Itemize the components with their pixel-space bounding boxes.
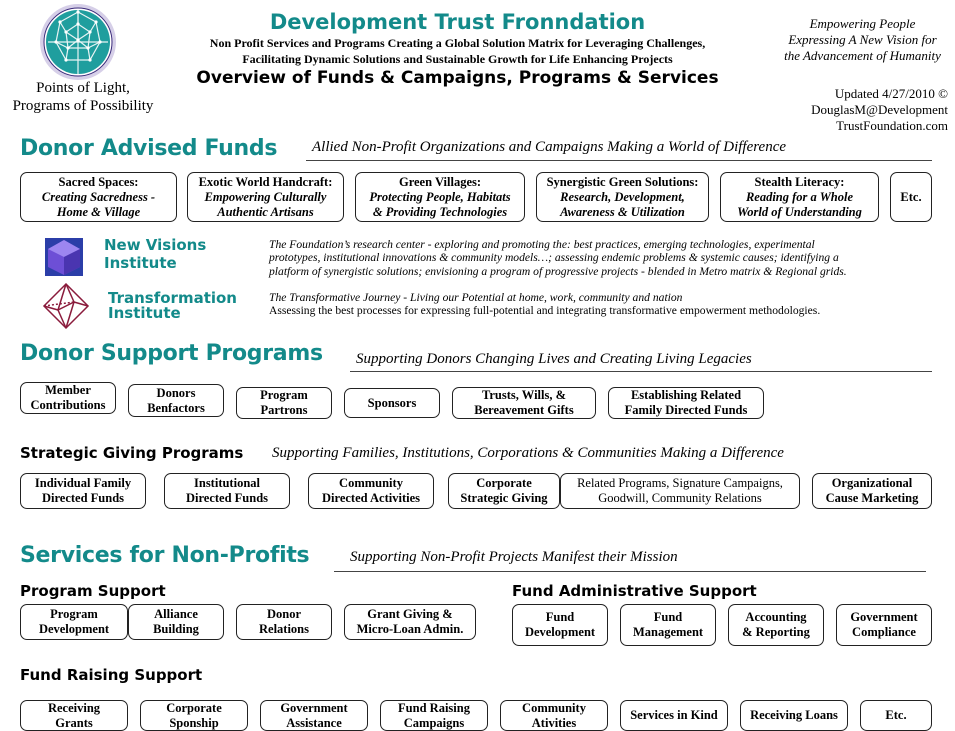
box-label: Fund <box>545 610 575 624</box>
fund-desc: & Providing Technologies <box>372 204 508 219</box>
donor-support-tagline: Supporting Donors Changing Lives and Creating Living Legacies <box>356 351 752 367</box>
strategic-box-community[interactable] <box>308 473 434 509</box>
strategic-box-institutional[interactable] <box>164 473 290 509</box>
box-label: Cause Marketing <box>825 491 919 505</box>
strategic-box-cause-marketing[interactable] <box>812 473 932 509</box>
desc-line: prototypes, institutional innovations & community models…; assessing endemic problems & systemic causes; identifying a <box>269 251 839 265</box>
box-label: Individual Family <box>34 476 132 490</box>
header-subtitle <box>170 35 745 67</box>
fund-desc: Protecting People, Habitats <box>369 189 511 204</box>
box-label: Assistance <box>286 715 342 730</box>
box-label: Establishing Related <box>630 388 742 402</box>
raising-box-in-kind[interactable] <box>620 700 728 731</box>
update-info <box>770 86 948 134</box>
motto-line: the Advancement of Humanity <box>784 48 941 63</box>
box-label: & Reporting <box>742 625 810 639</box>
fund-desc: Home & Village <box>56 204 141 219</box>
motto-line: Expressing A New Vision for <box>788 32 937 47</box>
box-label: Family Directed Funds <box>624 403 748 417</box>
institute-name-line: Transformation <box>108 289 237 307</box>
service-box-grant-giving[interactable] <box>344 604 476 640</box>
box-label: Program <box>260 388 308 402</box>
box-label: Institutional <box>194 476 260 490</box>
institute-name <box>108 291 237 321</box>
institute-name <box>104 236 206 272</box>
overview-heading: Overview of Funds & Campaigns, Programs & Services <box>196 68 719 88</box>
subtitle-line: Facilitating Dynamic Solutions and Sustainable Growth for Life Enhancing Projects <box>242 52 673 66</box>
raising-box-grants[interactable] <box>20 700 128 731</box>
fund-name: Green Villages: <box>398 174 482 189</box>
fund-box-green-villages[interactable] <box>355 172 525 222</box>
box-label: Corporate <box>166 700 222 715</box>
service-box-donor-relations[interactable] <box>236 604 332 640</box>
box-label: Organizational <box>831 476 913 490</box>
box-label: Goodwill, Community Relations <box>598 491 762 505</box>
donor-box-sponsors[interactable] <box>344 388 440 418</box>
institute-name-line: Institute <box>108 304 181 322</box>
box-label: Fund Raising <box>398 700 470 715</box>
box-label: Community <box>339 476 403 490</box>
box-label: Partrons <box>260 403 308 417</box>
desc-line: Assessing the best processes for expressing full-potential and integrating transformative empowerment methodologies. <box>269 304 821 318</box>
raising-box-corporate[interactable] <box>140 700 248 731</box>
fund-box-handcraft[interactable] <box>187 172 344 222</box>
program-support-title: Program Support <box>20 582 166 600</box>
box-label: Contributions <box>30 398 106 412</box>
strategic-box-related-programs[interactable] <box>560 473 800 509</box>
fund-admin-title: Fund Administrative Support <box>512 582 757 600</box>
box-label: Trusts, Wills, & <box>481 388 567 402</box>
service-box-accounting[interactable] <box>728 604 824 646</box>
donor-support-title: Donor Support Programs <box>20 341 323 366</box>
service-box-alliance-building[interactable] <box>128 604 224 640</box>
institute-description <box>269 291 949 318</box>
box-label: Bereavement Gifts <box>474 403 574 417</box>
donor-box-partrons[interactable] <box>236 387 332 419</box>
box-label: Related Programs, Signature Campaigns, <box>577 476 783 490</box>
box-label: Building <box>153 622 199 636</box>
box-label: Ativities <box>531 715 577 730</box>
service-box-gov-compliance[interactable] <box>836 604 932 646</box>
box-label: Directed Funds <box>185 491 269 505</box>
logo-caption-line: Programs of Possibility <box>12 98 154 114</box>
page-title: Development Trust Fronndation <box>269 10 646 34</box>
institute-name-line: New Visions <box>104 236 207 254</box>
fund-name: Exotic World Handcraft: <box>198 174 333 189</box>
services-title: Services for Non-Profits <box>20 543 310 568</box>
box-label: Donors <box>156 385 196 400</box>
box-label: Sponsors <box>367 395 417 410</box>
raising-box-community[interactable] <box>500 700 608 731</box>
fund-desc: Research, Development, <box>560 189 685 204</box>
box-label: Community <box>522 700 586 715</box>
divider <box>306 160 932 161</box>
subtitle-line: Non Profit Services and Programs Creating a Global Solution Matrix for Leveraging Challenges, <box>209 36 706 50</box>
box-label: Sponship <box>169 715 219 730</box>
motto <box>770 16 955 64</box>
raising-box-loans[interactable] <box>740 700 848 731</box>
fund-raising-title: Fund Raising Support <box>20 666 203 684</box>
box-label: Alliance <box>154 607 198 621</box>
service-box-fund-development[interactable] <box>512 604 608 646</box>
strategic-box-family[interactable] <box>20 473 146 509</box>
box-label: Member <box>45 383 91 397</box>
fund-name: Etc. <box>900 189 922 204</box>
contact-email[interactable]: DouglasM@Development <box>811 102 948 117</box>
box-label: Relations <box>259 622 309 636</box>
box-label: Donor <box>266 607 302 621</box>
box-label: Government <box>850 610 918 624</box>
box-label: Grant Giving & <box>367 607 453 621</box>
box-label: Services in Kind <box>630 708 718 722</box>
logo-caption-line: Points of Light, <box>36 80 130 96</box>
fund-name: Synergistic Green Solutions: <box>546 174 699 189</box>
raising-box-government[interactable] <box>260 700 368 731</box>
box-label: Benfactors <box>147 400 205 415</box>
services-tagline: Supporting Non-Profit Projects Manifest their Mission <box>350 549 678 565</box>
fund-desc: World of Understanding <box>737 204 862 219</box>
box-label: Accounting <box>745 610 807 624</box>
box-label: Micro-Loan Admin. <box>356 622 464 636</box>
box-label: Management <box>632 625 704 639</box>
desc-line: platform of synergistic solutions; envisioning a program of progressive projects - blended in Metro matrix & Regional grids. <box>269 264 847 278</box>
box-label: Program <box>50 607 98 621</box>
institute-name-line: Institute <box>104 254 177 272</box>
strategic-box-corporate[interactable] <box>448 473 560 509</box>
box-label: Development <box>38 622 110 636</box>
box-label: Development <box>524 625 596 639</box>
strategic-giving-tagline: Supporting Families, Institutions, Corporations & Communities Making a Difference <box>272 445 784 461</box>
fund-desc: Reading for a Whole <box>745 189 854 204</box>
updated-date: Updated 4/27/2010 © <box>834 86 948 101</box>
fund-box-green-solutions[interactable] <box>536 172 709 222</box>
divider <box>334 571 926 572</box>
box-label: Government <box>280 700 348 715</box>
donor-box-trusts-wills[interactable] <box>452 387 596 419</box>
box-label: Campaigns <box>403 715 465 730</box>
fund-name: Stealth Literacy: <box>754 174 845 189</box>
box-label: Strategic Giving <box>460 491 548 505</box>
box-label: Receiving <box>47 700 101 715</box>
fund-desc: Creating Sacredness - <box>41 189 156 204</box>
box-label: Corporate <box>476 476 532 490</box>
logo-caption <box>0 79 166 115</box>
fund-name: Sacred Spaces: <box>58 174 139 189</box>
fund-box-sacred-spaces[interactable] <box>20 172 177 222</box>
cube-icon <box>42 235 86 279</box>
service-box-fund-management[interactable] <box>620 604 716 646</box>
divider <box>350 371 932 372</box>
box-label: Directed Funds <box>41 491 125 505</box>
fund-desc: Authentic Artisans <box>217 204 314 219</box>
box-label: Receiving Loans <box>750 708 838 722</box>
strategic-giving-title: Strategic Giving Programs <box>20 444 244 462</box>
raising-box-campaigns[interactable] <box>380 700 488 731</box>
box-label: Directed Activities <box>322 491 420 505</box>
institute-description <box>269 238 949 278</box>
fund-desc: Empowering Culturally <box>204 189 327 204</box>
donor-box-member-contributions[interactable] <box>20 382 116 414</box>
service-box-program-development[interactable] <box>20 604 128 640</box>
octahedron-icon <box>40 282 92 330</box>
donor-box-family-funds[interactable] <box>608 387 764 419</box>
fund-desc: Awareness & Utilization <box>560 204 685 219</box>
desc-line: The Foundation’s research center - exploring and promoting the: best practices, emerging technologies, experimental <box>269 238 815 251</box>
donor-advised-title: Donor Advised Funds <box>20 136 278 161</box>
motto-line: Empowering People <box>809 16 916 31</box>
raising-box-etc[interactable] <box>860 700 932 731</box>
fund-box-etc[interactable] <box>890 172 932 222</box>
box-label: Grants <box>55 715 93 730</box>
box-label: Etc. <box>885 708 907 722</box>
contact-email[interactable]: TrustFoundation.com <box>836 118 948 133</box>
fund-box-stealth-literacy[interactable] <box>720 172 879 222</box>
box-label: Fund <box>653 610 683 624</box>
donor-advised-tagline: Allied Non-Profit Organizations and Campaigns Making a World of Difference <box>312 139 787 155</box>
box-label: Compliance <box>852 625 916 639</box>
donor-box-benfactors[interactable] <box>128 384 224 417</box>
desc-line: The Transformative Journey - Living our Potential at home, work, community and nation <box>269 291 683 304</box>
